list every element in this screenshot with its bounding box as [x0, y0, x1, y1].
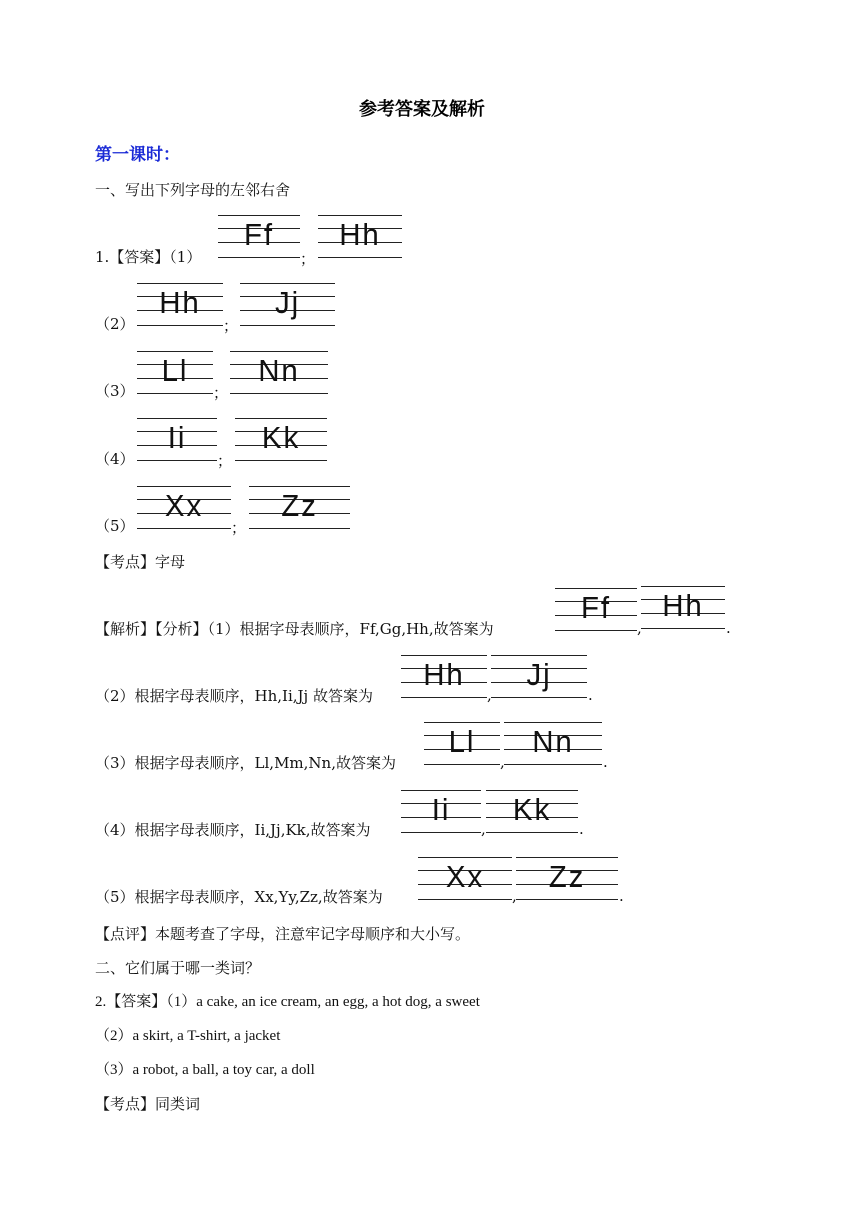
analysis-box-right [641, 586, 725, 630]
row-label: （2） [95, 315, 135, 333]
separator: ； [217, 452, 233, 470]
answer-box-left [137, 486, 231, 530]
letters: Ll [161, 353, 189, 388]
period: . [579, 820, 584, 838]
row-label: （5） [95, 517, 135, 535]
answer-box-left [137, 283, 223, 327]
period: . [588, 686, 593, 704]
lesson-heading: 第一课时： [95, 145, 180, 165]
analysis-box-right [491, 655, 587, 699]
comma: , [637, 619, 642, 637]
answer-line-3: （3）a robot, a ball, a toy car, a doll [95, 1062, 315, 1078]
separator: ； [231, 519, 247, 537]
letters: Hh [339, 217, 381, 252]
separator: ； [213, 384, 229, 402]
analysis-text: （4）根据字母表顺序，Ii,Jj,Kk,故答案为 [95, 821, 371, 839]
letters: Nn [258, 353, 300, 388]
answer-box-left [218, 215, 300, 259]
answer-line-1: 2.【答案】（1）a cake, an ice cream, an egg, a hot dog, a sweet [95, 994, 480, 1010]
analysis-box-left [424, 722, 500, 766]
period: . [726, 619, 731, 637]
row-label: （3） [95, 382, 135, 400]
answer-box-right [240, 283, 335, 327]
letters: Kk [512, 792, 552, 827]
letters: Ii [431, 792, 451, 827]
letters: Zz [281, 488, 318, 523]
page-title: 参考答案及解析 [359, 99, 485, 120]
analysis-box-right [516, 857, 618, 901]
analysis-text: 【解析】【分析】（1）根据字母表顺序，Ff,Gg,Hh,故答案为 [95, 620, 494, 638]
comma: , [500, 753, 505, 771]
answer-box-left [137, 351, 213, 395]
answer-line-2: （2）a skirt, a T-shirt, a jacket [95, 1028, 281, 1044]
answer-box-right [235, 418, 327, 462]
letters: Ff [581, 590, 611, 625]
analysis-box-right [504, 722, 602, 766]
comma: , [487, 686, 492, 704]
letters: Ff [244, 217, 274, 252]
answer-box-right [230, 351, 328, 395]
letters: Ll [448, 724, 476, 759]
letters: Nn [532, 724, 574, 759]
analysis-box-left [418, 857, 512, 901]
letters: Xx [445, 859, 485, 894]
letters: Xx [164, 488, 204, 523]
section1-heading: 一、写出下列字母的左邻右舍 [95, 181, 291, 199]
comma: , [512, 887, 517, 905]
letters: Zz [548, 859, 586, 894]
comma: , [481, 820, 486, 838]
section2-heading: 二、它们属于哪一类词？ [95, 959, 261, 977]
letters: Jj [526, 657, 552, 692]
answer-box-right [318, 215, 402, 259]
letters: Hh [159, 285, 201, 320]
analysis-text: （5）根据字母表顺序，Xx,Yy,Zz,故答案为 [95, 888, 383, 906]
answer-box-right [249, 486, 350, 530]
row-label: （4） [95, 450, 135, 468]
separator: ； [223, 317, 239, 335]
dianping: 【点评】本题考查了字母，注意牢记字母顺序和大小写。 [95, 925, 471, 943]
letters: Hh [423, 657, 465, 692]
analysis-box-left [401, 790, 481, 834]
kaodian-2: 【考点】同类词 [95, 1095, 201, 1113]
q1-prefix: 1.【答案】（1） [95, 248, 202, 266]
analysis-box-left [555, 588, 637, 632]
letters: Hh [662, 588, 704, 623]
answer-box-left [137, 418, 217, 462]
letters: Jj [274, 285, 301, 320]
period: . [603, 753, 608, 771]
analysis-box-right [486, 790, 578, 834]
separator: ； [300, 250, 316, 268]
period: . [619, 887, 624, 905]
letters: Kk [261, 420, 301, 455]
analysis-text: （2）根据字母表顺序，Hh,Ii,Jj 故答案为 [95, 687, 373, 705]
letters: Ii [167, 420, 187, 455]
analysis-text: （3）根据字母表顺序，Ll,Mm,Nn,故答案为 [95, 754, 396, 772]
analysis-box-left [401, 655, 487, 699]
kaodian-1: 【考点】字母 [95, 553, 186, 571]
